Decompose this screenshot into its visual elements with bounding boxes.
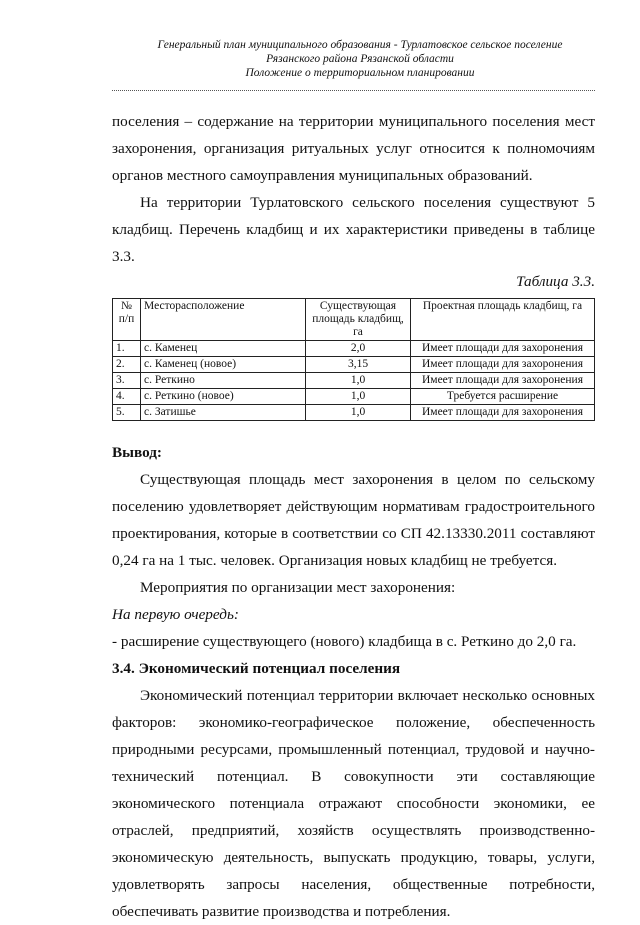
header-cell-existing-area: Существующая площадь кладбищ, га	[306, 299, 411, 341]
measure-item: - расширение существующего (нового) кладбища в с. Реткино до 2,0 га.	[112, 633, 577, 650]
cell-location: с. Каменец (новое)	[141, 357, 306, 373]
cell-existing-area: 1,0	[306, 405, 411, 421]
cell-project-area: Имеет площади для захоронения	[411, 405, 595, 421]
cell-location: с. Затишье	[141, 405, 306, 421]
header-cell-number: № п/п	[113, 299, 141, 341]
cell-project-area: Имеет площади для захоронения	[411, 341, 595, 357]
header-divider	[112, 90, 595, 91]
header-line-3: Положение о территориальном планировании	[245, 67, 475, 79]
table-row	[113, 405, 595, 421]
paragraph-4: Мероприятия по организации мест захоронения:	[140, 579, 456, 596]
document-body	[112, 108, 595, 925]
cemeteries-table	[112, 298, 595, 421]
page-header	[120, 38, 600, 80]
header-line-1: Генеральный план муниципального образования - Турлатовское сельское поселение	[157, 39, 563, 51]
paragraph-3: Существующая площадь мест захоронения в целом по сельскому поселению удовлетворяет действующим нормативам градостроительного проектирования, которые в соответствии со СП 42.13330.2011 составляют 0,24 га на 1 тыс. человек. Организация новых кладбищ не требуется.	[112, 471, 595, 569]
table-row	[113, 341, 595, 357]
cell-existing-area: 3,15	[306, 357, 411, 373]
table-row	[113, 357, 595, 373]
conclusion-title: Вывод:	[112, 444, 162, 461]
priority-label: На первую очередь:	[112, 606, 239, 623]
cell-location: с. Каменец	[141, 341, 306, 357]
header-cell-project-area: Проектная площадь кладбищ, га	[411, 299, 595, 341]
cell-number: 1.	[113, 341, 141, 357]
cell-location: с. Реткино	[141, 373, 306, 389]
paragraph-2: На территории Турлатовского сельского поселения существуют 5 кладбищ. Перечень кладбищ и их характеристики приведены в таблице 3.3.	[112, 194, 595, 265]
cell-number: 2.	[113, 357, 141, 373]
header-line-2: Рязанского района Рязанской области	[266, 53, 454, 65]
cell-location: с. Реткино (новое)	[141, 389, 306, 405]
cell-project-area: Имеет площади для захоронения	[411, 357, 595, 373]
section-title: 3.4. Экономический потенциал поселения	[112, 660, 401, 677]
cell-number: 5.	[113, 405, 141, 421]
cell-project-area: Имеет площади для захоронения	[411, 373, 595, 389]
cell-number: 3.	[113, 373, 141, 389]
cell-project-area: Требуется расширение	[411, 389, 595, 405]
cell-existing-area: 1,0	[306, 389, 411, 405]
table-row	[113, 389, 595, 405]
cell-existing-area: 1,0	[306, 373, 411, 389]
paragraph-1: поселения – содержание на территории муниципального поселения мест захоронения, организация ритуальных услуг относится к полномочиям органов местного самоуправления муниципальных образований.	[112, 113, 595, 184]
header-cell-location: Месторасположение	[141, 299, 306, 341]
table-header-row	[113, 299, 595, 341]
paragraph-5: Экономический потенциал территории включает несколько основных факторов: экономико-географическое положение, обеспеченность природными ресурсами, промышленный потенциал, трудовой и научно-технический потенциал. В совокупности эти составляющие экономического потенциала отражают способности экономики, ее отраслей, предприятий, хозяйств осуществлять производственно-экономическую деятельность, выпускать продукцию, товары, услуги, удовлетворять запросы населения, общественные потребности, обеспечивать развитие производства и потребления.	[112, 687, 595, 920]
table-caption: Таблица 3.3.	[516, 273, 595, 290]
cell-number: 4.	[113, 389, 141, 405]
table-row	[113, 373, 595, 389]
cell-existing-area: 2,0	[306, 341, 411, 357]
